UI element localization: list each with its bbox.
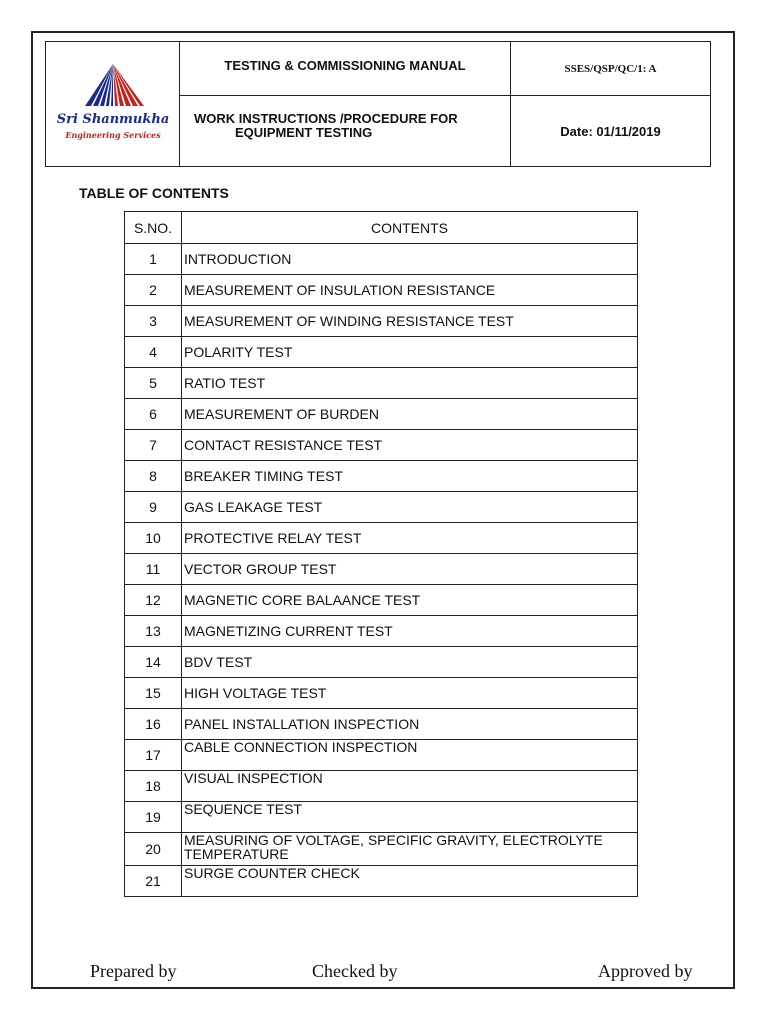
table-row xyxy=(125,740,638,771)
row-content: SEQUENCE TEST xyxy=(182,802,638,833)
document-code: SSES/QSP/QC/1: A xyxy=(511,42,710,96)
row-content: MEASUREMENT OF INSULATION RESISTANCE xyxy=(182,275,638,306)
row-number: 9 xyxy=(125,492,182,523)
toc-heading: TABLE OF CONTENTS xyxy=(79,185,229,201)
table-header-row xyxy=(125,212,638,244)
table-row xyxy=(125,554,638,585)
checked-by-label: Checked by xyxy=(312,961,398,981)
procedure-title-line2: EQUIPMENT TESTING xyxy=(235,125,373,140)
table-row xyxy=(125,306,638,337)
row-content: PANEL INSTALLATION INSPECTION xyxy=(182,709,638,740)
row-content: HIGH VOLTAGE TEST xyxy=(182,678,638,709)
table-row xyxy=(125,244,638,275)
row-content: CABLE CONNECTION INSPECTION xyxy=(182,740,638,771)
row-content: VECTOR GROUP TEST xyxy=(182,554,638,585)
table-row xyxy=(125,866,638,897)
table-row xyxy=(125,337,638,368)
row-content xyxy=(182,833,638,866)
table-row xyxy=(125,492,638,523)
row-content: PROTECTIVE RELAY TEST xyxy=(182,523,638,554)
row-number: 10 xyxy=(125,523,182,554)
column-header-contents: CONTENTS xyxy=(182,212,638,244)
procedure-title xyxy=(180,96,511,166)
row-content: BDV TEST xyxy=(182,647,638,678)
table-row xyxy=(125,678,638,709)
table-row xyxy=(125,833,638,866)
row-number: 20 xyxy=(125,833,182,866)
row-number: 4 xyxy=(125,337,182,368)
row-content: MAGNETIC CORE BALAANCE TEST xyxy=(182,585,638,616)
row-content: MAGNETIZING CURRENT TEST xyxy=(182,616,638,647)
row-content-line2: TEMPERATURE xyxy=(184,846,289,862)
row-content: POLARITY TEST xyxy=(182,337,638,368)
row-number: 11 xyxy=(125,554,182,585)
pyramid-logo-icon xyxy=(81,62,145,108)
row-number: 16 xyxy=(125,709,182,740)
row-content: CONTACT RESISTANCE TEST xyxy=(182,430,638,461)
row-content: GAS LEAKAGE TEST xyxy=(182,492,638,523)
row-number: 13 xyxy=(125,616,182,647)
row-number: 19 xyxy=(125,802,182,833)
table-row xyxy=(125,585,638,616)
row-number: 18 xyxy=(125,771,182,802)
table-row xyxy=(125,709,638,740)
row-content: VISUAL INSPECTION xyxy=(182,771,638,802)
row-number: 15 xyxy=(125,678,182,709)
table-row xyxy=(125,616,638,647)
table-row xyxy=(125,368,638,399)
row-content: SURGE COUNTER CHECK xyxy=(182,866,638,897)
table-row xyxy=(125,647,638,678)
company-subtitle: Engineering Services xyxy=(65,130,161,140)
row-content-line1: MEASURING OF VOLTAGE, SPECIFIC GRAVITY, ELECTROLYTE xyxy=(184,832,603,848)
contents-table xyxy=(124,211,638,897)
table-row xyxy=(125,430,638,461)
row-number: 7 xyxy=(125,430,182,461)
column-header-sno: S.NO. xyxy=(125,212,182,244)
table-row xyxy=(125,399,638,430)
row-number: 6 xyxy=(125,399,182,430)
document-header xyxy=(45,41,711,167)
row-content: BREAKER TIMING TEST xyxy=(182,461,638,492)
row-number: 17 xyxy=(125,740,182,771)
manual-title: TESTING & COMMISSIONING MANUAL xyxy=(180,42,511,96)
table-row xyxy=(125,275,638,306)
row-number: 21 xyxy=(125,866,182,897)
row-number: 3 xyxy=(125,306,182,337)
row-number: 5 xyxy=(125,368,182,399)
table-row xyxy=(125,523,638,554)
row-content: MEASUREMENT OF WINDING RESISTANCE TEST xyxy=(182,306,638,337)
row-number: 14 xyxy=(125,647,182,678)
row-content: RATIO TEST xyxy=(182,368,638,399)
row-number: 8 xyxy=(125,461,182,492)
row-content: MEASUREMENT OF BURDEN xyxy=(182,399,638,430)
table-row xyxy=(125,771,638,802)
approved-by-label: Approved by xyxy=(598,961,693,981)
prepared-by-label: Prepared by xyxy=(90,961,177,981)
document-date: Date: 01/11/2019 xyxy=(560,123,661,139)
row-content: INTRODUCTION xyxy=(182,244,638,275)
table-row xyxy=(125,802,638,833)
row-number: 1 xyxy=(125,244,182,275)
row-number: 2 xyxy=(125,275,182,306)
row-number: 12 xyxy=(125,585,182,616)
procedure-title-line1: WORK INSTRUCTIONS /PROCEDURE FOR xyxy=(194,111,458,126)
company-name: Sri Shanmukha xyxy=(56,112,170,127)
company-logo xyxy=(46,42,180,166)
table-row xyxy=(125,461,638,492)
